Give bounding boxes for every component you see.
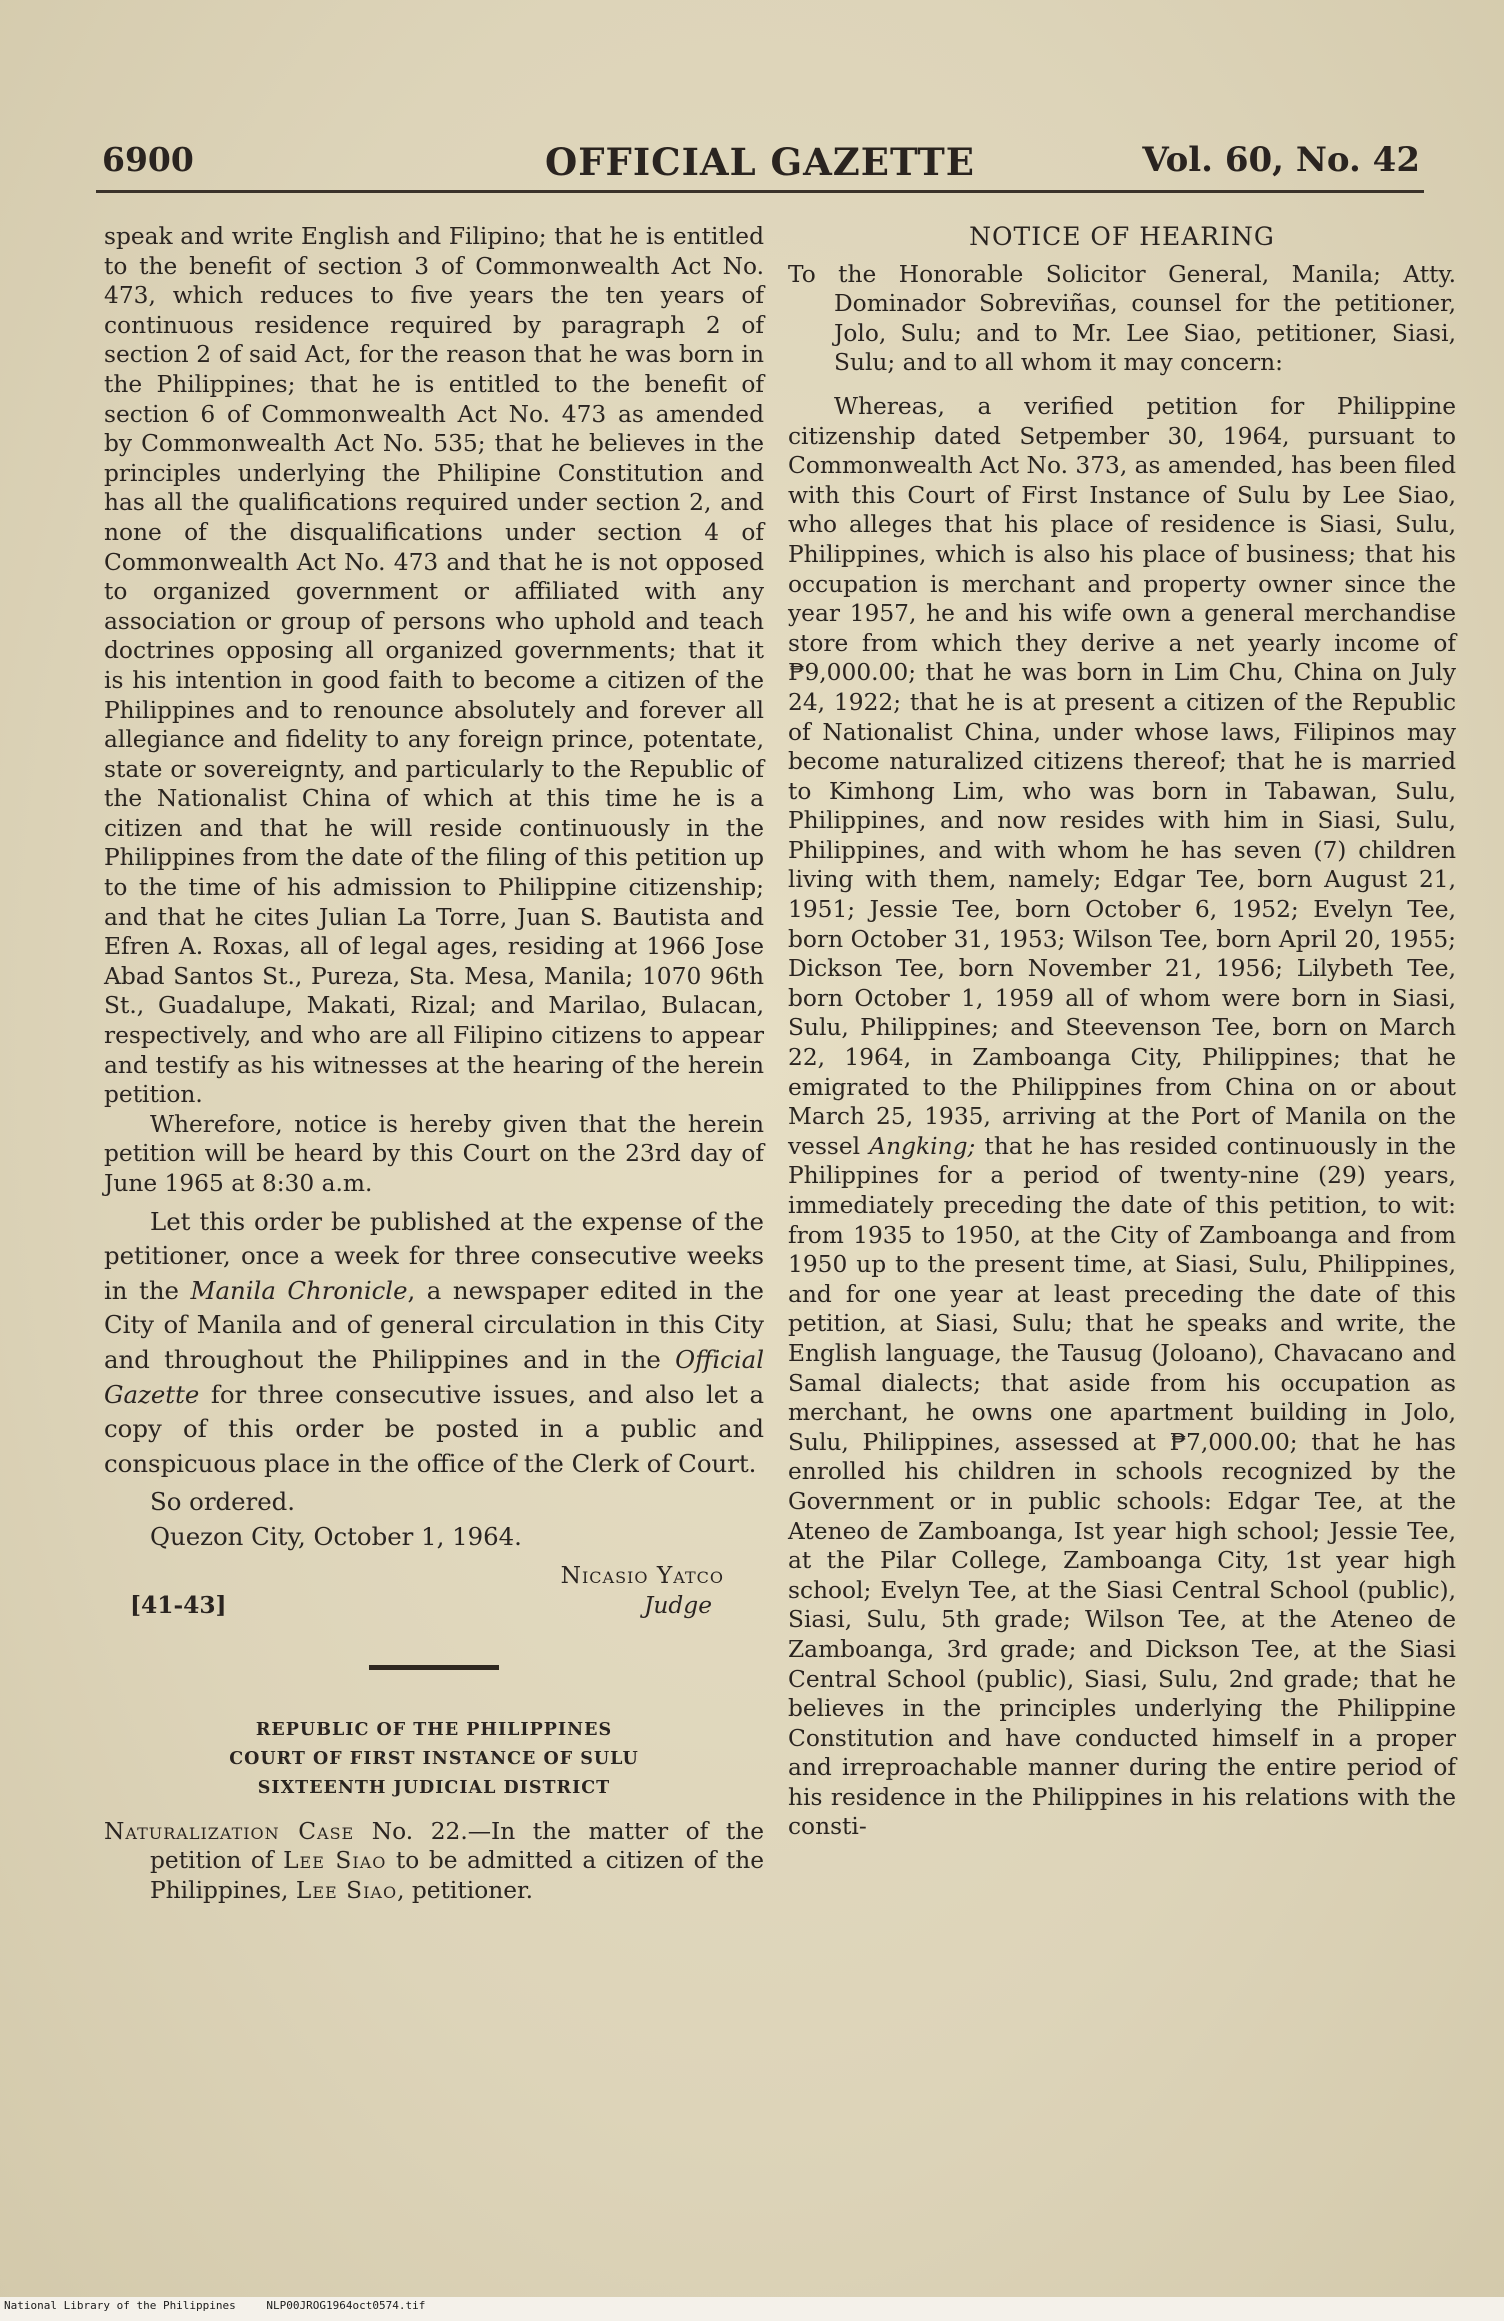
court-line-court: COURT OF FIRST INSTANCE OF SULU: [229, 1748, 639, 1769]
library-name: National Library of the Philippines: [4, 2299, 236, 2312]
signature-block: [104, 1561, 764, 1625]
header-rule: [96, 190, 1424, 193]
vessel-name: Angking;: [869, 1132, 976, 1160]
judge-name: Nicasio Yatco: [560, 1561, 724, 1589]
court-line-district: SIXTEENTH JUDICIAL DISTRICT: [257, 1777, 611, 1798]
scan-filename: NLP00JROG1964oct0574.tif: [266, 2299, 426, 2312]
petition-continuation: speak and write English and Filipino; that he is entitled to the benefit of section 3 of Commonwealth Act No. 473, which reduces to five years the ten years of continuous residence required by paragraph 2 of section 2 of said Act, for the reason that he was born in the Philippines; that he is entitled to the benefit of section 6 of Commonwealth Act No. 473 as amended by Commonwealth Act No. 535; that he believes in the principles underlying the Philipine Constitution and has all the qualifications required under section 2, and none of the disqualifications under section 4 of Commonwealth Act No. 473 and that he is not opposed to organized government or affiliated with any association or group of persons who uphold and teach doctrines opposing all organized governments; that it is his intention in good faith to become a citizen of the Philippines and to renounce absolutely and forever all allegiance and fidelity to any foreign prince, potentate, state or sovereignty, and particularly to the Republic of the Nationalist China of which at this time he is a citizen and that he will reside continuously in the Philippines from the date of the filing of this petition up to the time of his admission to Philippine citizenship; and that he cites Julian La Torre, Juan S. Bautista and Efren A. Roxas, all of legal ages, residing at 1966 Jose Abad Santos St., Pureza, Sta. Mesa, Manila; 1070 96th St., Guadalupe, Makati, Rizal; and Marilao, Bulacan, respectively, and who are all Filipino citizens to appear and testify as his witnesses at the hearing of the herein petition.: [104, 223, 764, 1109]
so-ordered: So ordered.: [150, 1487, 295, 1517]
court-caption: [104, 1716, 764, 1803]
petitioner-name: Lee Siao: [283, 1847, 387, 1875]
left-column: [104, 222, 764, 1905]
volume-number: Vol. 60, No. 42: [1142, 140, 1420, 180]
issue-numbers: [41-43]: [130, 1591, 227, 1619]
page-number: 6900: [102, 140, 194, 179]
addressees: To the Honorable Solicitor General, Manila; Atty. Dominador Sobreviñas, counsel for the petitioner, Jolo, Sulu; and to Mr. Lee Siao, petitioner, Siasi, Sulu; and to all whom it may concern:: [788, 260, 1456, 377]
notice-body: Whereas, a verified petition for Philippine citizenship dated Setpember 30, 1964, pursuant to Commonwealth Act No. 373, as amended, has been filed with this Court of First Instance of Sulu by Lee Siao, who alleges that his place of residence is Siasi, Sulu, Philippines, which is also his place of business; that his occupation is merchant and property owner since the year 1957, he and his wife own a general merchandise store from which they derive a net yearly income of ₱9,000.00; that he was born in Lim Chu, China on July 24, 1922; that he is at present a citizen of the Republic of Nationalist China, under whose laws, Filipinos may become naturalized citizens thereof; that he is married to Kimhong Lim, who was born in Tabawan, Sulu, Philippines, and now resides with him in Siasi, Sulu, Philippines, and with whom he has seven (7) children living with them, namely; Edgar Tee, born August 21, 1951; Jessie Tee, born October 6, 1952; Evelyn Tee, born October 31, 1953; Wilson Tee, born April 20, 1955; Dickson Tee, born November 21, 1956; Lilybeth Tee, born October 1, 1959 all of whom were born in Siasi, Sulu, Philippines; and Steevenson Tee, born on March 22, 1964, in Zamboanga City, Philippines; that he emigrated to the Philippines from China on or about March 25, 1935, arriving at the Port of Manila on the vessel Angking; that he has resided continuously in the Philippines for a period of twenty-nine (29) years, immediately preceding the date of this petition, to wit: from 1935 to 1950, at the City of Zamboanga and from 1950 up to the present time, at Siasi, Sulu, Philippines, and for one year at least preceding the date of this petition, at Siasi, Sulu; that he speaks and write, the English language, the Tausug (Joloano), Chavacano and Samal dialects; that aside from his occupation as merchant, he owns one apartment building in Jolo, Sulu, Philippines, assessed at ₱7,000.00; that he has enrolled his children in schools recognized by the Government or in public schools: Edgar Tee, at the Ateneo de Zamboanga, Ist year high school; Jessie Tee, at the Pilar College, Zamboanga City, 1st year high school; Evelyn Tee, at the Siasi Central School (public), Siasi, Sulu, 5th grade; Wilson Tee, at the Ateneo de Zamboanga, 3rd grade; and Dickson Tee, at the Siasi Central School (public), Siasi, Sulu, 2nd grade; that he believes in the principles underlying the Philippine Constitution and have conducted himself in a proper and irreproachable manner during the entire period of his residence in the Philippines in his relations with the consti-: [788, 392, 1456, 1841]
gazette-name: Official Gazette: [104, 1344, 764, 1409]
right-column: [788, 222, 1456, 1842]
court-line-republic: REPUBLIC OF THE PHILIPPINES: [255, 1719, 613, 1740]
publication-title: OFFICIAL GAZETTE: [545, 140, 975, 184]
judge-title: Judge: [644, 1591, 712, 1619]
section-divider: [369, 1665, 499, 1670]
petitioner-name: Lee Siao: [295, 1876, 398, 1904]
place-date: Quezon City, October 1, 1964.: [150, 1521, 522, 1551]
publication-order-paragraph: Let this order be published at the expense of the petitioner, once a week for three consecutive weeks in the Manila Chronicle, a newspaper edited in the City of Manila and of general circulation in this City and throughout the Philippines and in the Official Gazette for three consecutive issues, and also let a copy of this order be posted in a public and conspicuous place in the office of the Clerk of Court.: [104, 1206, 764, 1478]
wherefore-paragraph: Wherefore, notice is hereby given that the herein petition will be heard by this Court on the 23rd day of June 1965 at 8:30 a.m.: [104, 1110, 764, 1197]
notice-heading: NOTICE OF HEARING: [969, 222, 1275, 251]
scan-footer: [0, 2299, 904, 2315]
newspaper-name: Manila Chronicle: [190, 1275, 408, 1305]
case-title: Naturalization Case No. 22.—In the matter of the petition of Lee Siao to be admitted a citizen of the Philippines, Lee Siao, petitioner.: [104, 1817, 764, 1904]
case-label: Naturalization Case: [104, 1817, 355, 1845]
